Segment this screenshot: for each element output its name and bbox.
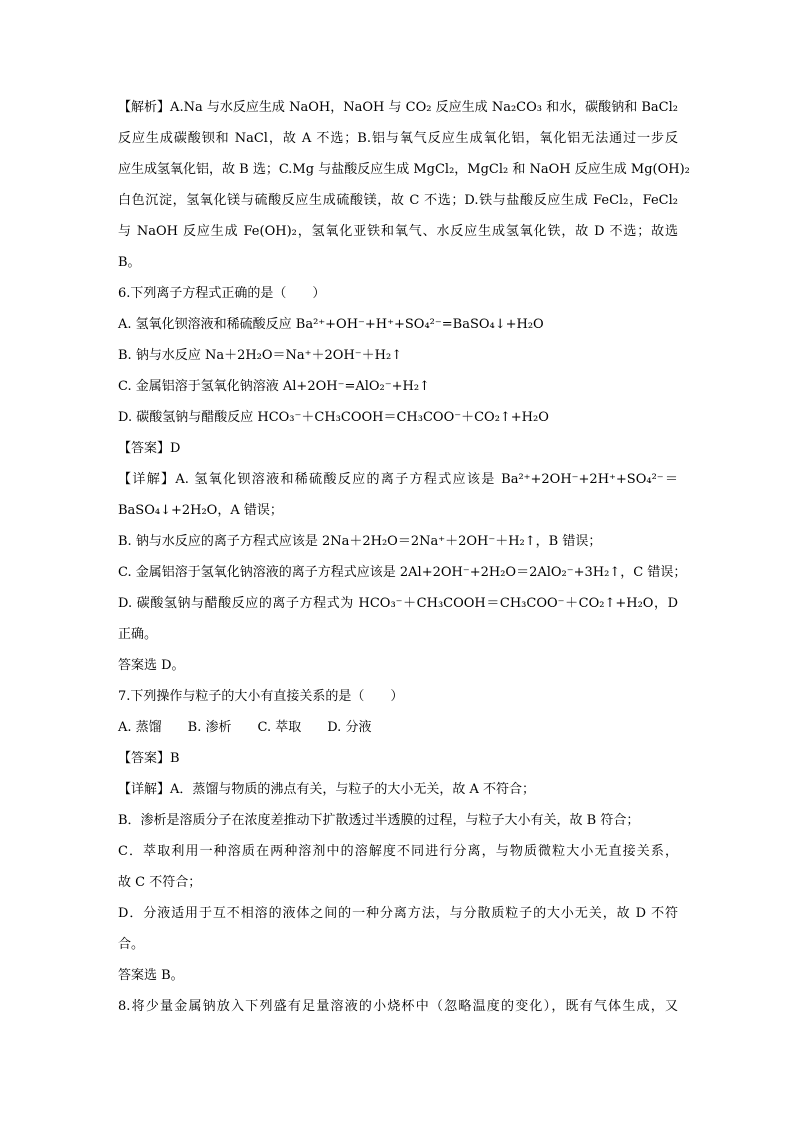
question-6-detail-4: C. 金属铝溶于氢氧化钠溶液的离子方程式应该是 2Al+2OH⁻+2H₂O＝2AlO₂⁻+3H₂↑，C 错误；	[118, 565, 687, 580]
question-7-detail-4: 故 C 不符合；	[118, 875, 202, 890]
question-7-detail-6: 合。	[118, 937, 145, 952]
document-body	[118, 99, 690, 1029]
analysis-line-2: 反应生成碳酸钡和 NaCl，故 A 不选；B.铝与氧气反应生成氧化铝，氧化铝无法通过一步反	[118, 131, 678, 146]
question-6-detail-2: BaSO₄↓+2H₂O，A 错误；	[118, 503, 283, 518]
question-7-options: A. 蒸馏 B. 渗析 C. 萃取 D. 分液	[118, 720, 372, 735]
question-7-detail-2: B．渗析是溶质分子在浓度差推动下扩散透过半透膜的过程，与粒子大小有关，故 B 符合；	[118, 813, 640, 828]
analysis-line-6: B。	[118, 255, 141, 270]
question-7-stem: 7.下列操作与粒子的大小有直接关系的是（ ）	[118, 689, 404, 704]
question-7-answer: 【答案】B	[118, 751, 180, 766]
analysis-line-4: 白色沉淀，氢氧化镁与硫酸反应生成硫酸镁，故 C 不选；D.铁与盐酸反应生成 FeCl₂，FeCl₂	[118, 193, 678, 208]
analysis-line-5: 与 NaOH 反应生成 Fe(OH)₂，氢氧化亚铁和氧气、水反应生成氢氧化铁，故 D 不选；故选	[118, 224, 678, 239]
question-6-option-b: B. 钠与水反应 Na＋2H₂O＝Na⁺＋2OH⁻＋H₂↑	[118, 348, 403, 363]
question-6-stem: 6.下列离子方程式正确的是（ ）	[118, 286, 326, 301]
question-6-answer: 【答案】D	[118, 441, 181, 456]
question-7-conclusion: 答案选 B。	[118, 968, 184, 983]
question-6-detail-6: 正确。	[118, 627, 158, 642]
question-6-option-d: D. 碳酸氢钠与醋酸反应 HCO₃⁻＋CH₃COOH＝CH₃COO⁻＋CO₂↑+H₂O	[118, 410, 549, 425]
question-6-option-c: C. 金属铝溶于氢氧化钠溶液 Al+2OH⁻=AlO₂⁻+H₂↑	[118, 379, 430, 394]
question-7-detail-5: D．分液适用于互不相溶的液体之间的一种分离方法，与分散质粒子的大小无关，故 D 不符	[118, 906, 678, 921]
question-7-detail-3: C．萃取利用一种溶质在两种溶剂中的溶解度不同进行分离，与物质微粒大小无直接关系，	[118, 844, 678, 859]
analysis-line-3: 应生成氢氧化铝，故 B 选；C.Mg 与盐酸反应生成 MgCl₂，MgCl₂ 和 NaOH 反应生成 Mg(OH)₂	[118, 162, 690, 177]
question-6-detail-3: B. 钠与水反应的离子方程式应该是 2Na＋2H₂O＝2Na⁺＋2OH⁻＋H₂↑，B 错误；	[118, 534, 602, 549]
question-6-detail-1: 【详解】A. 氢氧化钡溶液和稀硫酸反应的离子方程式应该是 Ba²⁺+2OH⁻+2H⁺+SO₄²⁻＝	[118, 472, 678, 487]
question-8-stem: 8.将少量金属钠放入下列盛有足量溶液的小烧杯中（忽略温度的变化），既有气体生成，又	[118, 999, 678, 1014]
question-6-option-a: A. 氢氧化钡溶液和稀硫酸反应 Ba²⁺+OH⁻+H⁺+SO₄²⁻=BaSO₄↓+H₂O	[118, 317, 544, 332]
question-6-detail-5: D. 碳酸氢钠与醋酸反应的离子方程式为 HCO₃⁻＋CH₃COOH＝CH₃COO⁻＋CO₂↑+H₂O，D	[118, 596, 678, 611]
question-7-detail-1: 【详解】A．蒸馏与物质的沸点有关，与粒子的大小无关，故 A 不符合；	[118, 782, 536, 797]
analysis-line-1: 【解析】A.Na 与水反应生成 NaOH，NaOH 与 CO₂ 反应生成 Na₂CO₃ 和水，碳酸钠和 BaCl₂	[118, 100, 678, 115]
question-6-conclusion: 答案选 D。	[118, 658, 185, 673]
